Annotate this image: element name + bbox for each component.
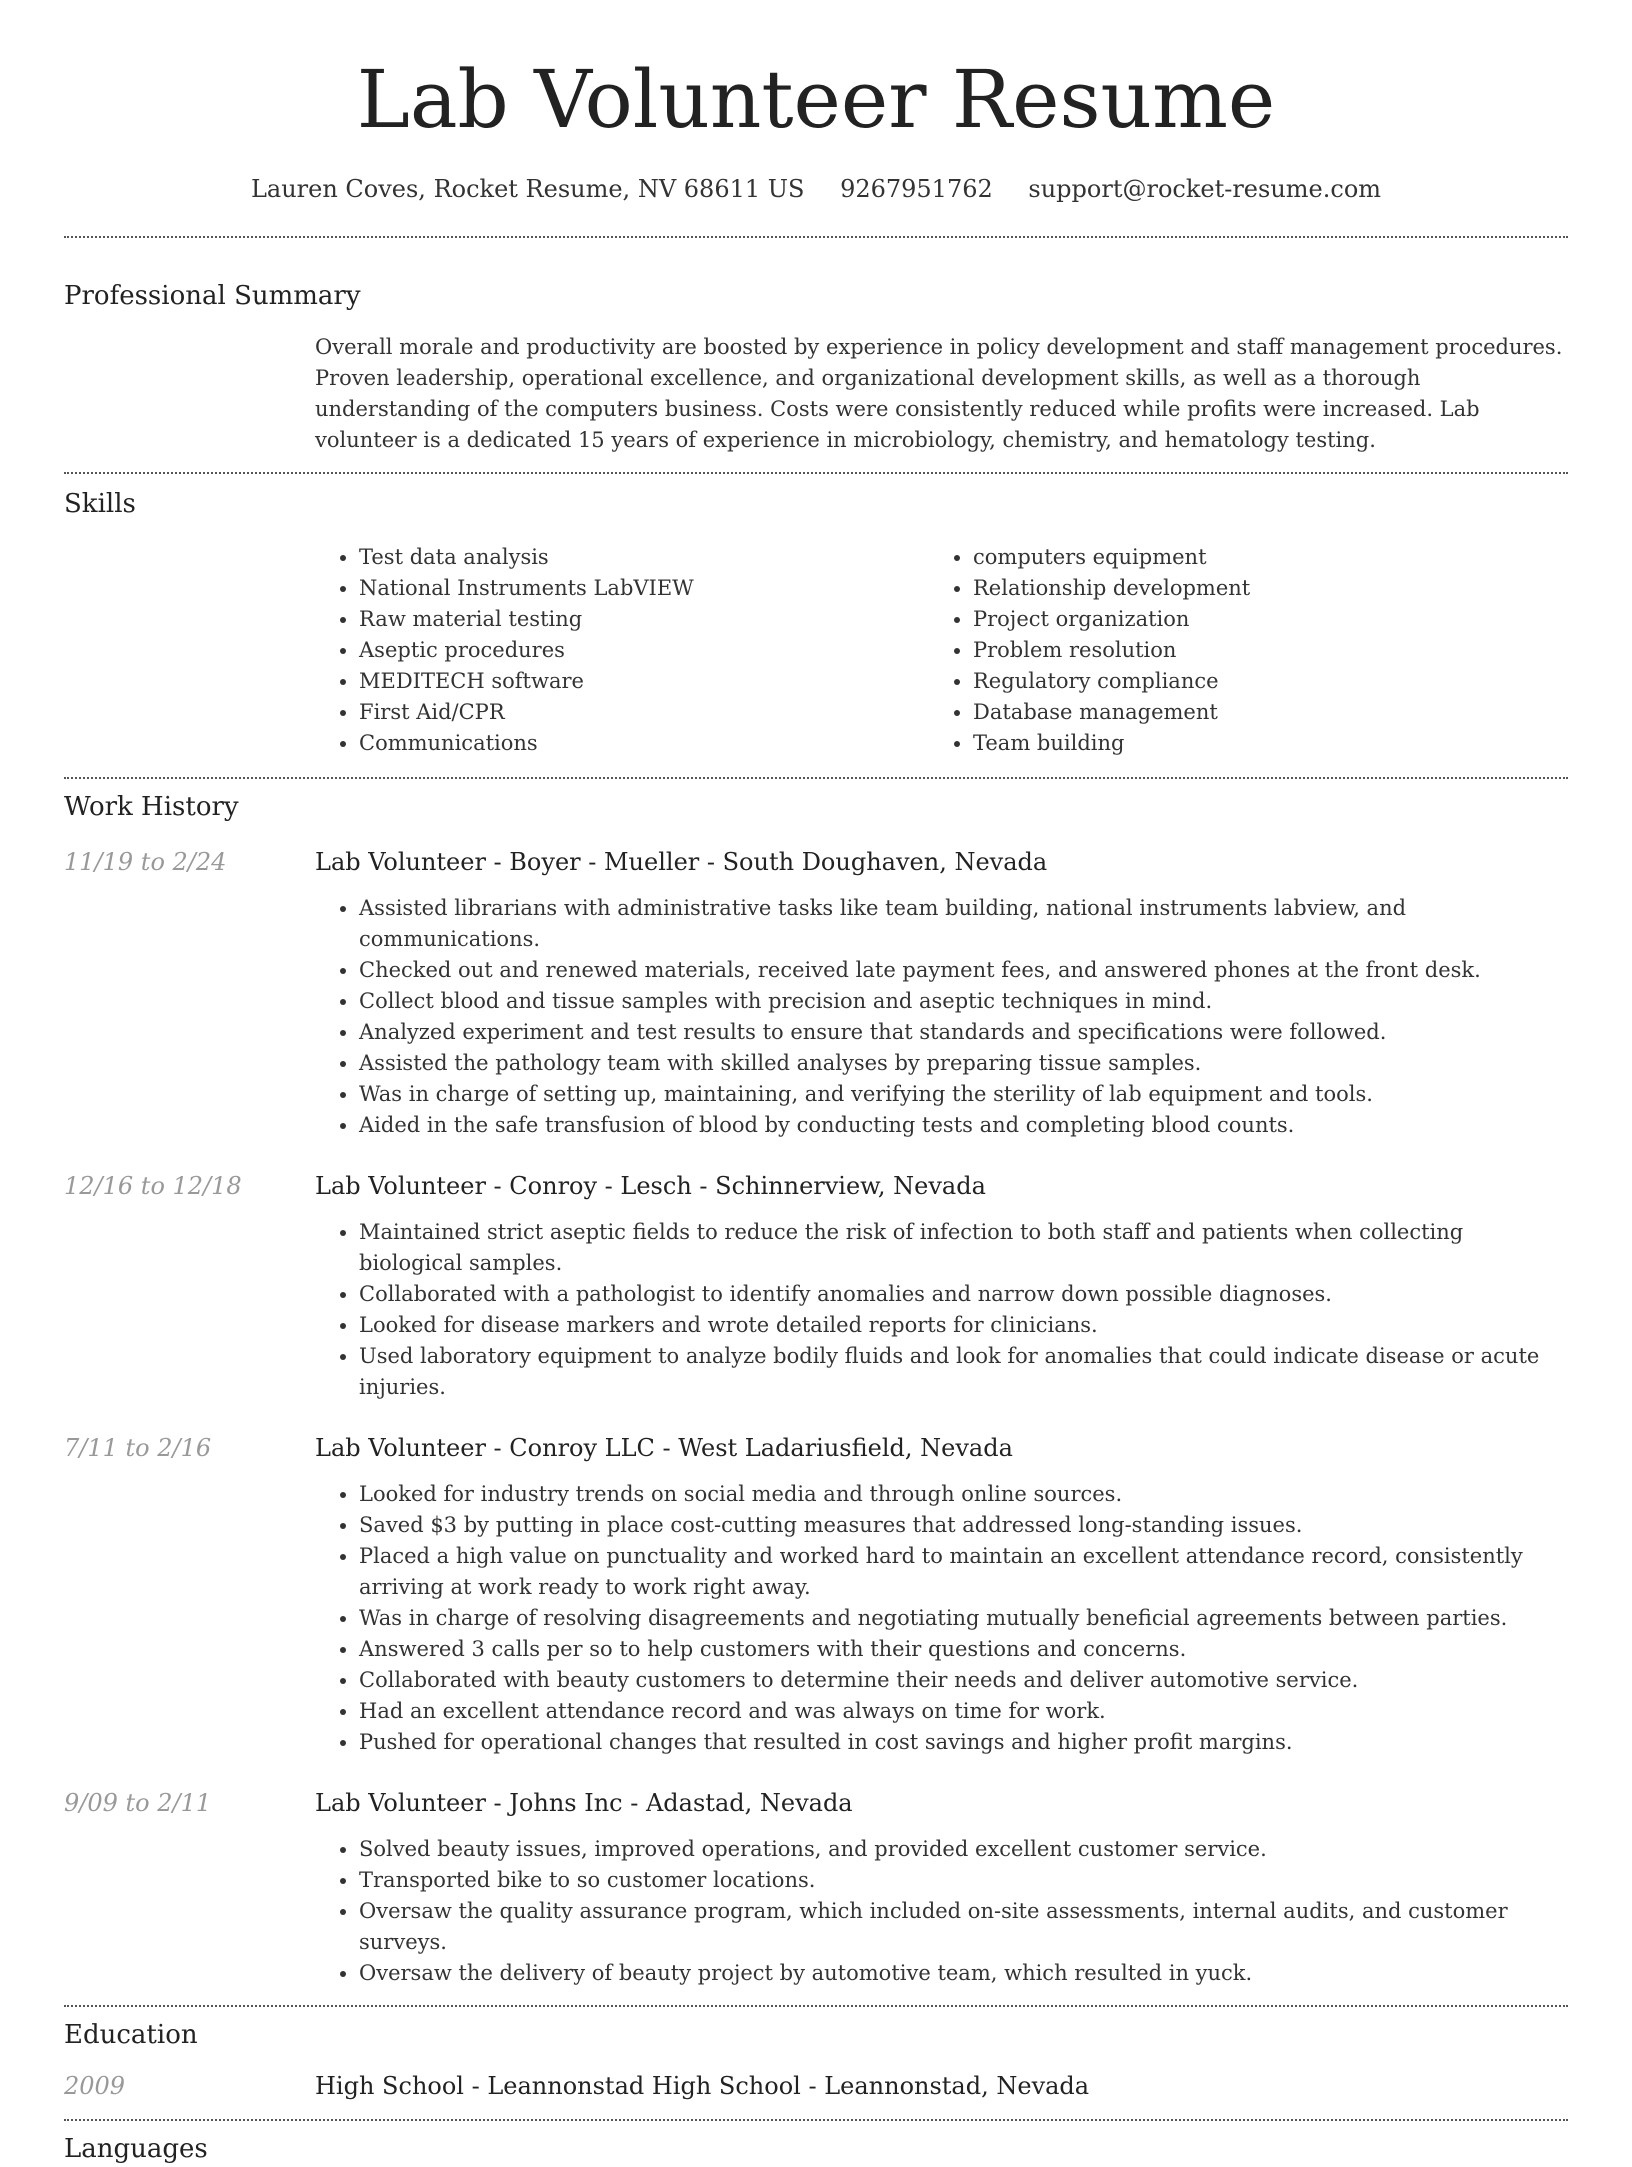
work-bullet: • Maintained strict aseptic fields to reduce the risk of infection to both staff and patients when collecting biological samples. [359,1217,1568,1279]
work-bullet: • Assisted librarians with administrative tasks like team building, national instruments labview, and communications. [359,893,1568,955]
work-bullet: • Pushed for operational changes that resulted in cost savings and higher profit margins. [359,1727,1568,1758]
work-bullet: • Collaborated with a pathologist to identify anomalies and narrow down possible diagnoses. [359,1279,1568,1310]
work-bullet: • Answered 3 calls per so to help customers with their questions and concerns. [359,1634,1568,1665]
work-bullet: • Oversaw the delivery of beauty project by automotive team, which resulted in yuck. [359,1958,1568,1989]
skill-item: • Communications [359,728,929,759]
section-divider [64,777,1568,779]
work-bullet: • Looked for industry trends on social media and through online sources. [359,1479,1568,1510]
skill-item: • Project organization [973,604,1473,635]
contact-email: support@rocket-resume.com [1028,175,1382,203]
contact-phone: 9267951762 [840,175,993,203]
work-bullet: • Transported bike to so customer locations. [359,1865,1568,1896]
education-entry [64,2069,1568,2103]
work-entry-body [315,1786,1568,1989]
skill-item: • Test data analysis [359,542,929,573]
work-bullet: • Was in charge of setting up, maintaining, and verifying the sterility of lab equipment and tools. [359,1079,1568,1110]
work-entry-bullets [315,1217,1568,1403]
work-bullet: • Had an excellent attendance record and was always on time for work. [359,1696,1568,1727]
skill-item: • Aseptic procedures [359,635,929,666]
skills-column-right [929,542,1473,759]
work-bullet: • Collaborated with beauty customers to determine their needs and deliver automotive service. [359,1665,1568,1696]
work-bullet: • Saved $3 by putting in place cost-cutting measures that addressed long-standing issues. [359,1510,1568,1541]
education-year: 2009 [64,2072,126,2100]
work-bullet: • Aided in the safe transfusion of blood by conducting tests and completing blood counts. [359,1110,1568,1141]
skill-item: • Regulatory compliance [973,666,1473,697]
work-entry-body [315,1431,1568,1758]
skills-column-left [315,542,929,759]
work-entry-dates: 12/16 to 12/18 [64,1172,242,1200]
work-bullet: • Assisted the pathology team with skilled analyses by preparing tissue samples. [359,1048,1568,1079]
work-entry [64,1169,1568,1403]
section-divider [64,472,1568,474]
skill-item: • computers equipment [973,542,1473,573]
work-entry-heading: Lab Volunteer - Conroy LLC - West Ladariusfield, Nevada [315,1434,1013,1462]
skill-item: • Team building [973,728,1473,759]
education-heading-text: High School - Leannonstad High School - Leannonstad, Nevada [315,2072,1090,2100]
work-bullet: • Oversaw the quality assurance program, which included on-site assessments, internal audits, and customer surveys. [359,1896,1568,1958]
skill-item: • Raw material testing [359,604,929,635]
skill-item: • MEDITECH software [359,666,929,697]
work-bullet: • Collect blood and tissue samples with precision and aseptic techniques in mind. [359,986,1568,1017]
work-entry-bullets [315,1834,1568,1989]
work-entry-body [315,1169,1568,1403]
work-entry-dates: 9/09 to 2/11 [64,1789,212,1817]
skill-item: • First Aid/CPR [359,697,929,728]
section-divider [64,2005,1568,2007]
skill-item: • Database management [973,697,1473,728]
section-divider [64,236,1568,238]
work-bullet: • Analyzed experiment and test results to ensure that standards and specifications were followed. [359,1017,1568,1048]
languages-heading: Languages [64,2134,208,2164]
skills-list [315,542,1568,759]
work-entry-heading: Lab Volunteer - Johns Inc - Adastad, Nevada [315,1789,853,1817]
contact-address: Lauren Coves, Rocket Resume, NV 68611 US [250,175,805,203]
work-bullet: • Was in charge of resolving disagreements and negotiating mutually beneficial agreements between parties. [359,1603,1568,1634]
section-divider [64,2119,1568,2121]
work-entry-dates: 7/11 to 2/16 [64,1434,212,1462]
skill-item: • National Instruments LabVIEW [359,573,929,604]
work-entry-bullets [315,1479,1568,1758]
work-entry-body [315,845,1568,1141]
skill-item: • Problem resolution [973,635,1473,666]
work-entry-dates: 11/19 to 2/24 [64,848,227,876]
summary-heading: Professional Summary [64,281,361,311]
work-history-heading: Work History [64,792,239,822]
skills-heading: Skills [64,489,136,519]
work-entry-heading: Lab Volunteer - Boyer - Mueller - South Doughaven, Nevada [315,848,1048,876]
work-bullet: • Checked out and renewed materials, received late payment fees, and answered phones at the front desk. [359,955,1568,986]
contact-line [64,172,1568,206]
work-entry [64,1786,1568,1989]
education-heading: Education [64,2020,198,2050]
skill-item: • Relationship development [973,573,1473,604]
work-entry [64,1431,1568,1758]
work-bullet: • Solved beauty issues, improved operations, and provided excellent customer service. [359,1834,1568,1865]
work-bullet: • Placed a high value on punctuality and worked hard to maintain an excellent attendance record, consistently arriving at work ready to work right away. [359,1541,1568,1603]
work-bullet: • Used laboratory equipment to analyze bodily fluids and look for anomalies that could indicate disease or acute injuries. [359,1341,1568,1403]
work-entry-heading: Lab Volunteer - Conroy - Lesch - Schinnerview, Nevada [315,1172,986,1200]
resume-title: Lab Volunteer Resume [356,53,1276,146]
work-entry [64,845,1568,1141]
work-entry-bullets [315,893,1568,1141]
work-bullet: • Looked for disease markers and wrote detailed reports for clinicians. [359,1310,1568,1341]
summary-text: Overall morale and productivity are boosted by experience in policy development and staff management procedures. Proven leadership, operational excellence, and organizational development skills, as well as a thorough understanding of the computers business. Costs were consistently reduced while profits were increased. Lab volunteer is a dedicated 15 years of experience in microbiology, chemistry, and hematology testing. [315,335,1563,452]
